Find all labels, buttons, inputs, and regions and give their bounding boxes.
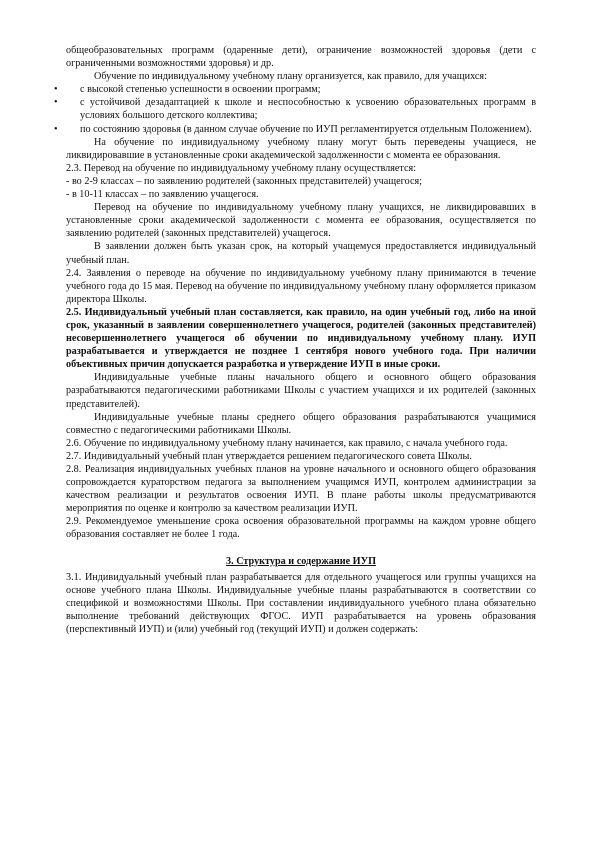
bullet-text: с устойчивой дезадаптацией к школе и неспособностью к усвоению образовательных программ в условиях большого детского коллектива; — [80, 97, 536, 122]
paragraph: Обучение по индивидуальному учебному плану организуется, как правило, для учащихся: — [94, 71, 487, 83]
document-body — [54, 44, 536, 636]
paragraph: 2.3. Перевод на обучение по индивидуальному учебному плану осуществляется: — [66, 162, 417, 174]
paragraph: 2.9. Рекомендуемое уменьшение срока освоения образовательной программы на каждом уровне общего образования составляет не более 1 года. — [66, 516, 536, 541]
paragraph: В заявлении должен быть указан срок, на который учащемуся предоставляется индивидуальный учебный план. — [66, 241, 536, 266]
bullet-icon: • — [54, 84, 58, 96]
bullet-text: по состоянию здоровья (в данном случае обучение по ИУП регламентируется отдельным Положением). — [80, 123, 532, 135]
paragraph: Индивидуальные учебные планы начального общего и основного общего образования разрабатываются педагогическими работниками Школы с участием учащихся и их родителей (законных представителей). — [66, 372, 536, 410]
paragraph: На обучение по индивидуальному учебному плану могут быть переведены учащиеся, не ликвидировавшие в установленные сроки академической задолженности с момента ее образования. — [66, 136, 536, 161]
paragraph: 2.6. Обучение по индивидуальному учебному плану начинается, как правило, с начала учебного года. — [66, 437, 508, 449]
bullet-icon: • — [54, 97, 58, 109]
paragraph: Перевод на обучение по индивидуальному учебному плану учащихся, не ликвидировавших в установленные сроки академической задолженности с момента ее образования, осуществляется по заявлению родителей (законных представителей) учащегося. — [66, 202, 536, 240]
bullet-item — [54, 96, 536, 122]
bullet-item — [54, 123, 536, 136]
bullet-icon: • — [54, 123, 58, 135]
bullet-item — [54, 83, 536, 96]
paragraph: общеобразовательных программ (одаренные дети), ограничение возможностей здоровья (дети с ограниченными возможностями здоровья) и др. — [66, 45, 536, 70]
paragraph: 2.8. Реализация индивидуальных учебных планов на уровне начального и основного общего образования сопровождается кураторством педагога за выполнением учащимся ИУП, контролем администрации за качеством реализации и результатов освоения ИУП. В плане работы школы предусматриваются мероприятия по оценке и контролю за качеством реализации ИУП. — [66, 464, 536, 515]
paragraph: - во 2-9 классах – по заявлению родителей (законных представителей) учащегося; — [66, 175, 422, 187]
paragraph: 2.4. Заявления о переводе на обучение по индивидуальному учебному плану принимаются в течение учебного года до 15 мая. Перевод на обучение по индивидуальному учебному плану оформляется приказом директора Школы. — [66, 267, 536, 305]
paragraph: - в 10-11 классах – по заявлению учащегося. — [66, 189, 259, 201]
paragraph-bold: 2.5. Индивидуальный учебный план составляется, как правило, на один учебный год, либо на иной срок, указанный в заявлении совершеннолетнего учащегося, родителей (законных представителей) несовершеннолетнего учащегося об обучении по индивидуальному учебному плану. ИУП разрабатывается и утверждается не позднее 1 сентября нового учебного года. При наличии объективных причин допускается разработка и утверждение ИУП в иные сроки. — [66, 306, 536, 371]
paragraph: Индивидуальные учебные планы среднего общего образования разрабатываются учащимися совместно с педагогическими работниками Школы. — [66, 411, 536, 436]
bullet-text: с высокой степенью успешности в освоении программ; — [80, 84, 321, 96]
section-title: 3. Структура и содержание ИУП — [226, 555, 376, 567]
paragraph: 2.7. Индивидуальный учебный план утверждается решением педагогического совета Школы. — [66, 450, 472, 462]
paragraph: 3.1. Индивидуальный учебный план разрабатывается для отдельного учащегося или группы учащихся на основе учебного плана Школы. Индивидуальные учебные планы разрабатываются в соответствии со спецификой и возможностями Школы. При составлении индивидуального учебного плана обязательно выполнение требований действующих ФГОС. ИУП разрабатывается на уровень образования (перспективный ИУП) и (или) учебный год (текущий ИУП) и должен содержать: — [66, 571, 536, 636]
